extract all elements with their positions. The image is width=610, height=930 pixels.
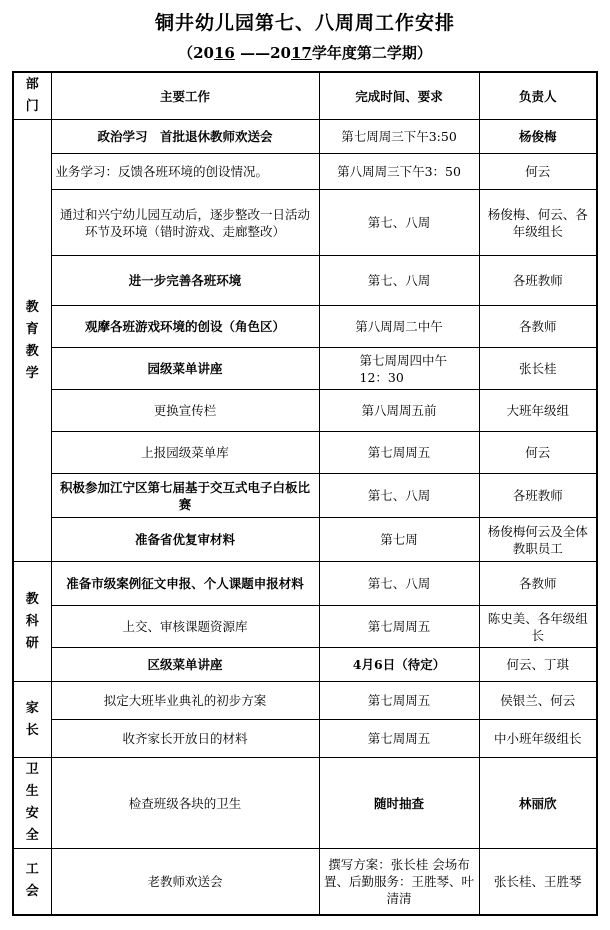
table-row xyxy=(13,256,597,306)
subtitle-rest: 学年度第二学期） xyxy=(311,44,432,62)
owner-cell: 陈史美、各年级组长 xyxy=(479,606,597,648)
time-cell: 第七、八周 xyxy=(319,562,479,606)
task-cell: 园级菜单讲座 xyxy=(51,348,319,390)
table-row xyxy=(13,720,597,758)
task-cell: 通过和兴宁幼儿园互动后，逐步整改一日活动环节及环境（错时游戏、走廊整改） xyxy=(51,190,319,256)
dept-char: 生 xyxy=(25,784,39,799)
task-cell: 观摩各班游戏环境的创设（角色区） xyxy=(51,306,319,348)
dept-char: 育 xyxy=(25,321,39,337)
time-cell: 第七周周五 xyxy=(319,432,479,474)
owner-cell: 各教师 xyxy=(479,562,597,606)
dept-char: 安 xyxy=(25,806,39,821)
table-row xyxy=(13,120,597,154)
owner-cell: 林丽欣 xyxy=(479,758,597,849)
dept-weisheng xyxy=(13,758,51,849)
dept-jiaoyu xyxy=(13,120,51,562)
school-year-subtitle xyxy=(0,42,610,63)
subtitle-year1: 16 xyxy=(214,44,235,62)
subtitle-open: （20 xyxy=(178,44,214,62)
dept-char: 教 xyxy=(25,343,39,359)
time-cell: 第七、八周 xyxy=(319,190,479,256)
header-dept-char: 门 xyxy=(25,99,39,114)
time-cell: 第八周周三下午3：50 xyxy=(319,154,479,190)
dept-char: 教 xyxy=(25,591,39,607)
table-row xyxy=(13,190,597,256)
time-cell: 第八周周二中午 xyxy=(319,306,479,348)
header-row xyxy=(13,72,597,120)
time-cell: 4月6日（待定） xyxy=(319,648,479,682)
table-row xyxy=(13,682,597,720)
owner-cell: 中小班年级组长 xyxy=(479,720,597,758)
task-cell: 上报园级菜单库 xyxy=(51,432,319,474)
dept-char: 全 xyxy=(25,828,39,843)
task-cell: 准备省优复审材料 xyxy=(51,518,319,562)
table-row xyxy=(13,432,597,474)
dept-jiazhang xyxy=(13,682,51,758)
task-cell: 上交、审核课题资源库 xyxy=(51,606,319,648)
table-row xyxy=(13,758,597,849)
dept-char: 会 xyxy=(25,884,39,900)
owner-cell: 各班教师 xyxy=(479,256,597,306)
dept-char: 卫 xyxy=(25,762,39,777)
table-row xyxy=(13,154,597,190)
owner-cell: 大班年级组 xyxy=(479,390,597,432)
time-cell: 第七周周五 xyxy=(319,682,479,720)
dept-char: 研 xyxy=(25,635,39,651)
page-title: 铜井幼儿园第七、八周周工作安排 xyxy=(154,12,455,34)
task-cell: 业务学习：反馈各班环境的创设情况。 xyxy=(51,154,319,190)
table-row xyxy=(13,562,597,606)
time-cell: 随时抽查 xyxy=(319,758,479,849)
table-row xyxy=(13,474,597,518)
dept-char: 长 xyxy=(25,722,39,738)
time-cell: 第七周周五 xyxy=(319,720,479,758)
owner-cell: 张长桂 xyxy=(479,348,597,390)
task-cell: 拟定大班毕业典礼的初步方案 xyxy=(51,682,319,720)
owner-cell: 何云 xyxy=(479,432,597,474)
task-cell: 政治学习 首批退休教师欢送会 xyxy=(51,120,319,154)
task-cell: 准备市级案例征文申报、个人课题申报材料 xyxy=(51,562,319,606)
dept-jiaoke xyxy=(13,562,51,682)
owner-cell: 张长桂、王胜琴 xyxy=(479,849,597,915)
header-task: 主要工作 xyxy=(51,72,319,120)
time-cell: 第七、八周 xyxy=(319,474,479,518)
schedule-table xyxy=(12,71,598,916)
header-time: 完成时间、要求 xyxy=(319,72,479,120)
subtitle-mid: ——20 xyxy=(240,44,291,62)
owner-cell: 杨俊梅、何云、各年级组长 xyxy=(479,190,597,256)
dept-gonghui xyxy=(13,849,51,915)
time-cell: 第七、八周 xyxy=(319,256,479,306)
table-row xyxy=(13,306,597,348)
time-cell: 撰写方案：张长桂 会场布置、后勤服务：王胜琴、叶清清 xyxy=(319,849,479,915)
task-cell: 进一步完善各班环境 xyxy=(51,256,319,306)
dept-char: 学 xyxy=(25,365,39,381)
table-row xyxy=(13,648,597,682)
task-cell: 积极参加江宁区第七届基于交互式电子白板比赛 xyxy=(51,474,319,518)
owner-cell: 各教师 xyxy=(479,306,597,348)
time-cell: 第七周周五 xyxy=(319,606,479,648)
time-cell: 第七周 xyxy=(319,518,479,562)
subtitle-year2: 17 xyxy=(290,44,312,62)
dept-char: 科 xyxy=(25,613,39,629)
dept-char: 家 xyxy=(25,700,39,716)
task-cell: 收齐家长开放日的材料 xyxy=(51,720,319,758)
table-row xyxy=(13,606,597,648)
owner-cell: 侯银兰、何云 xyxy=(479,682,597,720)
task-cell: 区级菜单讲座 xyxy=(51,648,319,682)
table-row xyxy=(13,390,597,432)
dept-char: 教 xyxy=(25,299,39,315)
owner-cell: 杨俊梅 xyxy=(479,120,597,154)
table-row xyxy=(13,348,597,390)
time-cell: 第七周周三下午3:50 xyxy=(319,120,479,154)
owner-cell: 杨俊梅何云及全体教职员工 xyxy=(479,518,597,562)
owner-cell: 何云、丁琪 xyxy=(479,648,597,682)
task-cell: 检查班级各块的卫生 xyxy=(51,758,319,849)
table-row xyxy=(13,849,597,915)
header-dept xyxy=(13,72,51,120)
dept-char: 工 xyxy=(25,862,39,878)
task-cell: 更换宣传栏 xyxy=(51,390,319,432)
time-cell: 第八周周五前 xyxy=(319,390,479,432)
owner-cell: 何云 xyxy=(479,154,597,190)
time-cell: 第七周周四中午 12：30 xyxy=(319,348,479,390)
header-dept-char: 部 xyxy=(25,77,39,92)
header-owner: 负责人 xyxy=(479,72,597,120)
owner-cell: 各班教师 xyxy=(479,474,597,518)
task-cell: 老教师欢送会 xyxy=(51,849,319,915)
table-row xyxy=(13,518,597,562)
